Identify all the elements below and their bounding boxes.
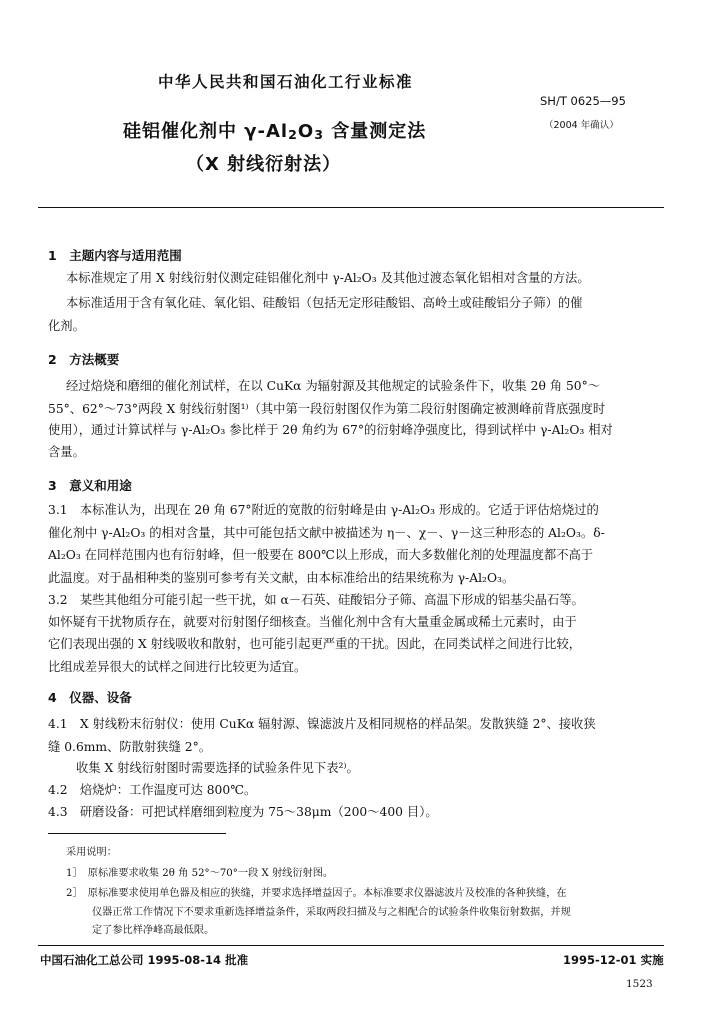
section-4-line-5: 4.3 研磨设备：可把试样磨细到粒度为 75～38μm（200～400 目）。	[48, 805, 438, 819]
title-o: O	[297, 121, 315, 142]
section-2-heading: 2 方法概要	[48, 352, 120, 367]
page-number: 1523	[626, 978, 653, 990]
section-1-heading: 1 主题内容与适用范围	[48, 248, 182, 263]
title-prefix: 硅铝催化剂中 γ-Al	[123, 121, 289, 142]
header-divider	[38, 207, 664, 208]
section-3-line-7: 它们表现出强的 X 射线吸收和散射，也可能引起更严重的干扰。因此，在同类试样之间进行比较，	[48, 637, 582, 651]
document-subtitle: （X 射线衍射法）	[186, 154, 342, 175]
title-suffix: 含量测定法	[323, 121, 427, 142]
section-3-heading: 3 意义和用途	[48, 478, 132, 493]
standard-organization-title: 中华人民共和国石油化工行业标准	[158, 73, 414, 91]
section-4-line-3: 收集 X 射线衍射图时需要选择的试验条件见下表²⁾。	[76, 761, 359, 775]
section-3-line-6: 如怀疑有干扰物质存在，就要对衍射图仔细核查。当催化剂中含有大量重金属或稀土元素时，由于	[48, 615, 577, 629]
footnote-label: 采用说明：	[66, 847, 117, 858]
footnote-2-line-2: 仪器正常工作情况下不要求重新选择增益条件，采取两段扫描及与之相配合的试验条件收集衍射数据，并规	[92, 907, 571, 918]
section-4-line-4: 4.2 焙烧炉：工作温度可达 800℃。	[48, 783, 257, 797]
section-3-line-4: 此温度。对于晶相种类的鉴别可参考有关文献，由本标准给出的结果统称为 γ-Al₂O₃。	[48, 571, 515, 585]
section-1-line-2: 本标准适用于含有氧化硅、氧化铝、硅酸铝（包括无定形硅酸铝、高岭土或硅酸铝分子筛）的催	[66, 296, 583, 310]
footnote-1: 1］ 原标准要求收集 2θ 角 52°～70°一段 X 射线衍射图。	[66, 868, 334, 879]
reaffirm-note: （2004 年确认）	[544, 120, 619, 131]
title-sub-2: 2	[288, 127, 298, 142]
section-1-line-3: 化剂。	[48, 319, 85, 333]
section-4-line-1: 4.1 X 射线粉末衍射仪：使用 CuKα 辐射源、镍滤波片及相同规格的样品架。发散狭缝 2°、接收狭	[48, 717, 596, 731]
section-2-line-1: 经过焙烧和磨细的催化剂试样，在以 CuKα 为辐射源及其他规定的试验条件下，收集 2θ 角 50°～	[66, 379, 601, 393]
effective-date: 1995-12-01 实施	[563, 953, 664, 967]
section-3-line-1: 3.1 本标准认为，出现在 2θ 角 67°附近的宽散的衍射峰是由 γ-Al₂O₃ 形成的。它适于评估焙烧过的	[48, 503, 599, 517]
section-4-heading: 4 仪器、设备	[48, 690, 132, 705]
section-1-line-1: 本标准规定了用 X 射线衍射仪测定硅铝催化剂中 γ-Al₂O₃ 及其他过渡态氧化铝相对含量的方法。	[66, 271, 590, 285]
standard-code: SH/T 0625—95	[540, 94, 626, 108]
section-2-line-2: 55°、62°～73°两段 X 射线衍射图¹⁾（其中第一段衍射图仅作为第二段衍射图确定被测峰前背底强度时	[48, 402, 606, 416]
title-sub-3: 3	[314, 127, 324, 142]
footnote-separator	[48, 833, 226, 834]
footnote-2-line-1: 2］ 原标准要求使用单色器及相应的狭缝，并要求选择增益因子。本标准要求仪器滤波片及校准的各种狭缝，在	[66, 888, 567, 899]
section-3-line-3: Al₂O₃ 在同样范围内也有衍射峰，但一般要在 800℃以上形成，而大多数催化剂的处理温度都不高于	[48, 548, 594, 562]
document-title	[123, 117, 426, 143]
footer-divider	[38, 945, 664, 946]
footnote-2-line-3: 定了参比样净峰高最低限。	[92, 925, 215, 936]
section-2-line-3: 使用），通过计算试样与 γ-Al₂O₃ 参比样于 2θ 角约为 67°的衍射峰净强度比，得到试样中 γ-Al₂O₃ 相对	[48, 423, 613, 437]
approval-line: 中国石油化工总公司 1995-08-14 批准	[40, 953, 249, 967]
section-3-line-2: 催化剂中 γ-Al₂O₃ 的相对含量，其中可能包括文献中被描述为 η－、χ－、γ－这三种形态的 Al₂O₃。δ-	[48, 526, 605, 540]
section-3-line-5: 3.2 某些其他组分可能引起一些干扰，如 α－石英、硅酸铝分子筛、高温下形成的铝基尖晶石等。	[48, 593, 584, 607]
section-2-line-4: 含量。	[48, 445, 85, 459]
section-3-line-8: 比组成差异很大的试样之间进行比较更为适宜。	[48, 660, 307, 674]
section-4-line-2: 缝 0.6mm、防散射狭缝 2°。	[48, 740, 212, 754]
